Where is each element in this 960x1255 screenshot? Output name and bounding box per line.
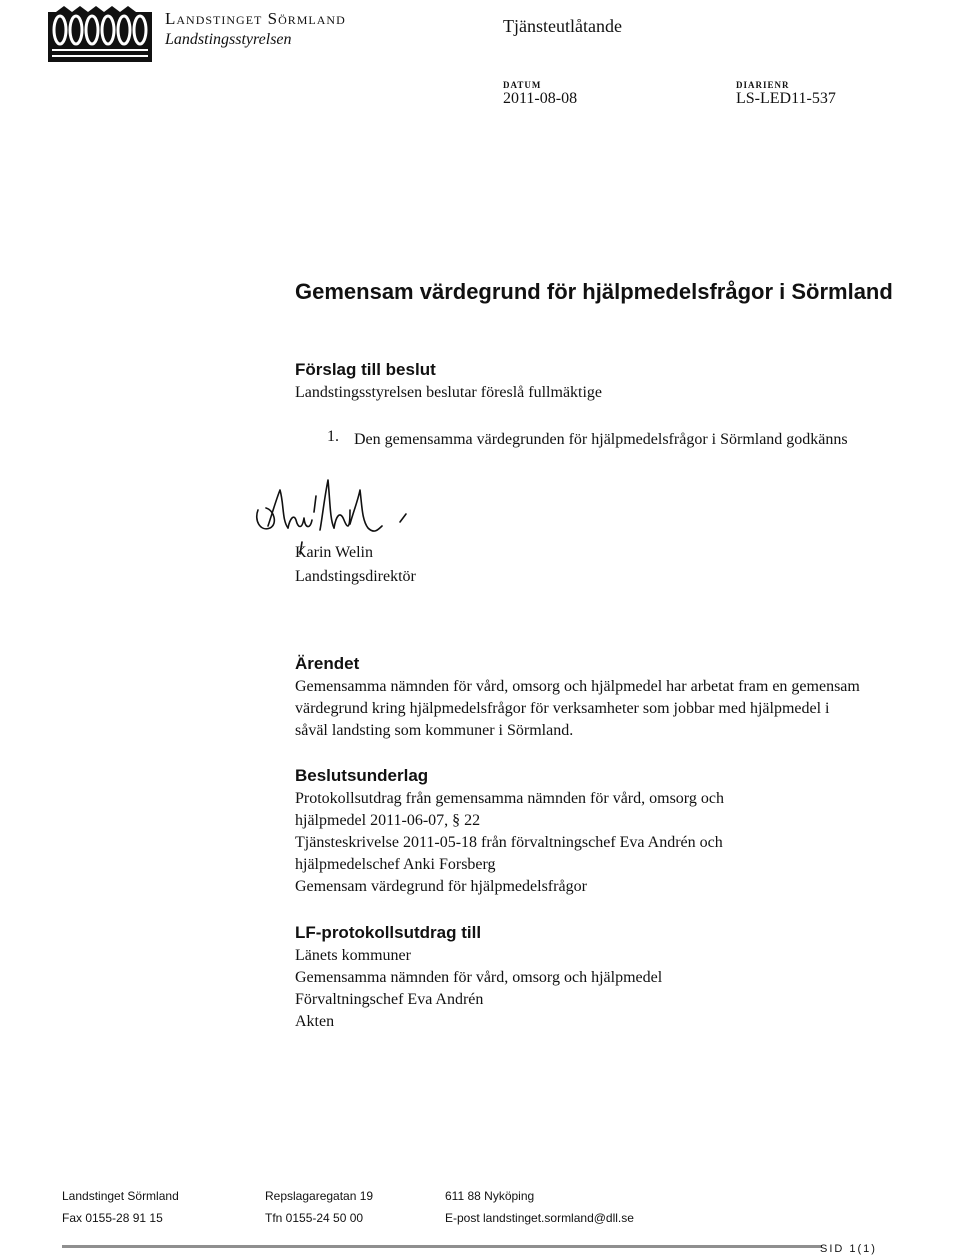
decision-item-number: 1.: [327, 428, 339, 445]
basis-line: Gemensam värdegrund för hjälpmedelsfrågor: [295, 878, 587, 895]
document-type: Tjänsteutlåtande: [503, 16, 622, 36]
decision-item-text: Den gemensamma värdegrunden för hjälpmedelsfrågor i Sörmland godkänns: [354, 431, 848, 448]
diary-number-value: LS-LED11-537: [736, 90, 836, 107]
footer-fax: Fax 0155-28 91 15: [62, 1211, 163, 1225]
footer-address: Repslagaregatan 19: [265, 1189, 374, 1203]
distribution-line: Gemensamma nämnden för vård, omsorg och hjälpmedel: [295, 969, 663, 986]
footer-postal-address: 611 88 Nyköping: [445, 1189, 535, 1203]
basis-line: hjälpmedelschef Anki Forsberg: [295, 856, 496, 873]
footer-phone: Tfn 0155-24 50 00: [265, 1211, 364, 1225]
distribution-heading: LF-protokollsutdrag till: [295, 923, 482, 942]
date-value: 2011-08-08: [503, 90, 578, 107]
footer-email: E-post landstinget.sormland@dll.se: [445, 1211, 634, 1225]
distribution-line: Länets kommuner: [295, 947, 411, 964]
page-number: SID 1(1): [820, 1243, 877, 1255]
signer-title: Landstingsdirektör: [295, 568, 416, 585]
case-heading: Ärendet: [295, 654, 360, 673]
basis-line: Protokollsutdrag från gemensamma nämnden för vård, omsorg och: [295, 790, 724, 807]
organization-subunit: Landstingsstyrelsen: [165, 31, 292, 48]
document-title: Gemensam värdegrund för hjälpmedelsfrågor i Sörmland: [295, 279, 893, 304]
footer-organization: Landstinget Sörmland: [62, 1189, 179, 1203]
decision-heading: Förslag till beslut: [295, 360, 436, 379]
case-text: Gemensamma nämnden för vård, omsorg och hjälpmedel har arbetat fram en gemensam värdegrund kring hjälpmedelsfrågor för verksamheter som jobbar med hjälpmedel i såväl landsting som kommuner i Sörmland.: [295, 678, 860, 739]
date-label: DATUM: [503, 80, 542, 90]
diary-number-label: DIARIENR: [736, 80, 790, 90]
basis-line: hjälpmedel 2011-06-07, § 22: [295, 812, 481, 829]
landstinget-sormland-logo-icon: [48, 6, 152, 62]
distribution-list: [295, 945, 865, 1033]
distribution-line: Förvaltningschef Eva Andrén: [295, 991, 484, 1008]
organization-name: Landstinget Sörmland: [165, 9, 346, 28]
footer-file-path-illegible: [62, 1244, 822, 1250]
signer-name: Karin Welin: [295, 544, 373, 561]
basis-heading: Beslutsunderlag: [295, 766, 429, 785]
basis-list: [295, 788, 865, 898]
decision-intro: Landstingsstyrelsen beslutar föreslå fullmäktige: [295, 384, 603, 401]
basis-line: Tjänsteskrivelse 2011-05-18 från förvaltningschef Eva Andrén och: [295, 834, 723, 851]
distribution-line: Akten: [295, 1013, 335, 1030]
